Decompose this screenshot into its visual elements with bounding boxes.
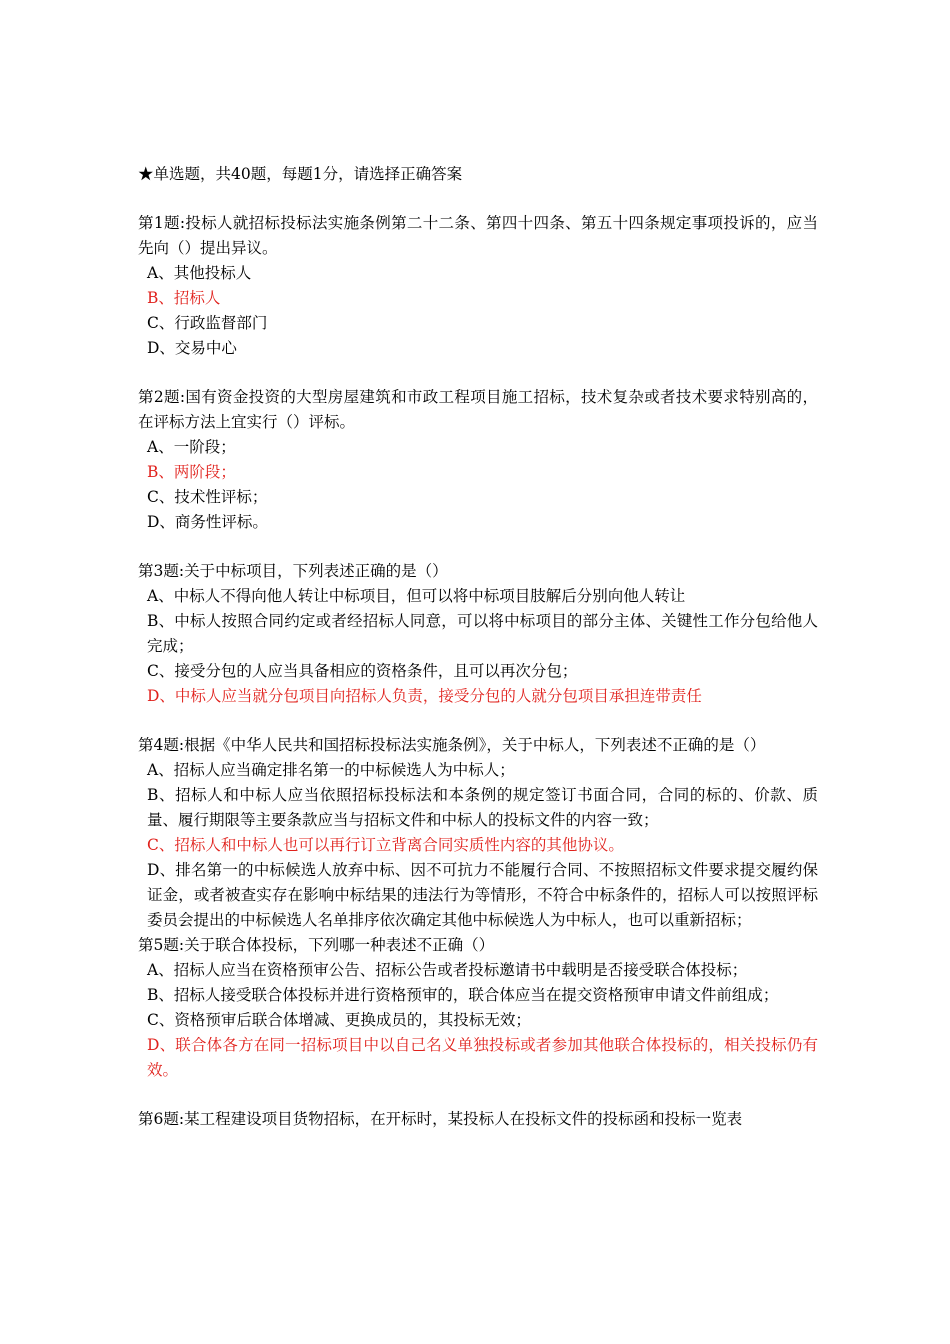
option-b-correct: B、招标人 [147,289,221,307]
option-c-correct: C、招标人和中标人也可以再行订立背离合同实质性内容的其他协议。 [147,836,624,854]
question-3 [138,559,818,709]
option-d: D、商务性评标。 [147,513,268,531]
option-a: A、一阶段； [147,438,236,456]
question-stem: 第6题:某工程建设项目货物招标，在开标时，某投标人在投标文件的投标函和投标一览表 [138,1110,743,1128]
question-stem: 第1题:投标人就招标投标法实施条例第二十二条、第四十四条、第五十四条规定事项投诉的，应当先向（）提出异议。 [138,214,818,257]
question-6 [138,1107,818,1132]
option-c: C、技术性评标； [147,488,268,506]
option-a: A、招标人应当在资格预审公告、招标公告或者投标邀请书中载明是否接受联合体投标； [147,961,748,979]
question-stem: 第3题:关于中标项目，下列表述正确的是（） [138,562,448,580]
document-page [138,162,818,1132]
option-d: D、排名第一的中标候选人放弃中标、因不可抗力不能履行合同、不按照招标文件要求提交履约保证金，或者被查实存在影响中标结果的违法行为等情形，不符合中标条件的，招标人可以按照评标委员会提出的中标候选人名单排序依次确定其他中标候选人为中标人，也可以重新招标； [147,861,818,929]
question-stem: 第4题:根据《中华人民共和国招标投标法实施条例》，关于中标人，下列表述不正确的是（） [138,736,766,754]
question-stem: 第2题:国有资金投资的大型房屋建筑和市政工程项目施工招标，技术复杂或者技术要求特别高的，在评标方法上宜实行（）评标。 [138,388,818,431]
option-d-correct: D、中标人应当就分包项目向招标人负责，接受分包的人就分包项目承担连带责任 [147,687,702,705]
question-4 [138,733,818,933]
option-b-correct: B、两阶段； [147,463,236,481]
option-a: A、招标人应当确定排名第一的中标候选人为中标人； [147,761,515,779]
question-2 [138,385,818,535]
option-b: B、招标人接受联合体投标并进行资格预审的，联合体应当在提交资格预审申请文件前组成； [147,986,779,1004]
option-c: C、接受分包的人应当具备相应的资格条件，且可以再次分包； [147,662,578,680]
option-b: B、中标人按照合同约定或者经招标人同意，可以将中标项目的部分主体、关键性工作分包给他人完成； [147,612,818,655]
question-5 [138,933,818,1083]
option-c: C、资格预审后联合体增减、更换成员的，其投标无效； [147,1011,531,1029]
question-1 [138,211,818,361]
option-b: B、招标人和中标人应当依照招标投标法和本条例的规定签订书面合同，合同的标的、价款、质量、履行期限等主要条款应当与招标文件和中标人的投标文件的内容一致； [147,786,818,829]
option-d: D、交易中心 [147,339,237,357]
option-d-correct: D、联合体各方在同一招标项目中以自己名义单独投标或者参加其他联合体投标的，相关投标仍有效。 [147,1036,818,1079]
option-a: A、中标人不得向他人转让中标项目，但可以将中标项目肢解后分别向他人转让 [147,587,686,605]
section-header: ★单选题，共40题，每题1分，请选择正确答案 [138,165,463,183]
question-stem: 第5题:关于联合体投标，下列哪一种表述不正确（） [138,936,495,954]
option-c: C、行政监督部门 [147,314,268,332]
option-a: A、其他投标人 [147,264,252,282]
